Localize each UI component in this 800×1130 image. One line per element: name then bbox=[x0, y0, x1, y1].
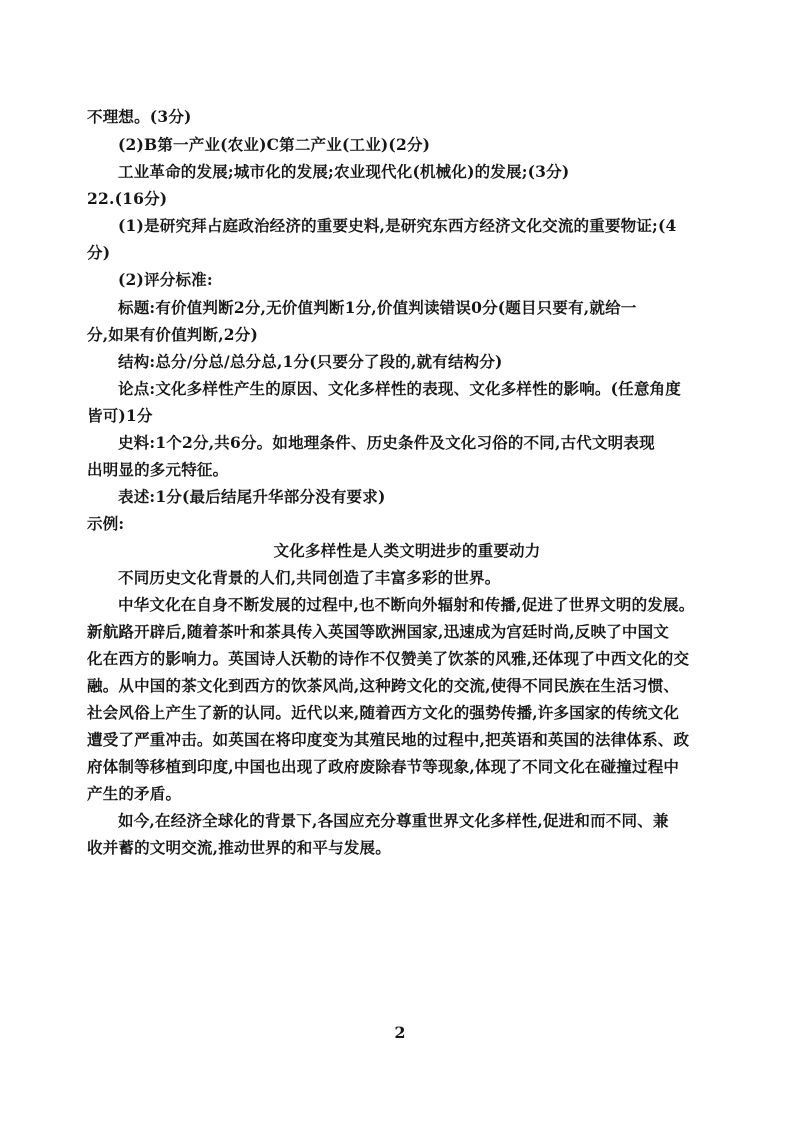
text-line: 皆可)1分 bbox=[87, 406, 153, 425]
text-line: 产生的矛盾。 bbox=[87, 784, 182, 803]
text-line: (1)是研究拜占庭政治经济的重要史料,是研究东西方经济文化交流的重要物证;(4 bbox=[118, 216, 677, 235]
text-line: 史料:1个2分,共6分。如地理条件、历史条件及文化习俗的不同,古代文明表现 bbox=[118, 433, 655, 452]
text-line: 新航路开辟后,随着茶叶和茶具传入英国等欧洲国家,迅速成为宫廷时尚,反映了中国文 bbox=[87, 622, 669, 641]
question-number: 22.(16分) bbox=[87, 189, 168, 208]
page-number: 2 bbox=[394, 1023, 406, 1042]
text-line: 论点:文化多样性产生的原因、文化多样性的表现、文化多样性的影响。(任意角度 bbox=[118, 379, 681, 398]
text-line: 中华文化在自身不断发展的过程中,也不断向外辐射和传播,促进了世界文明的发展。 bbox=[118, 595, 695, 614]
text-line: 分,如果有价值判断,2分) bbox=[87, 325, 259, 344]
text-line: 示例: bbox=[87, 514, 125, 533]
text-line: 工业革命的发展;城市化的发展;农业现代化(机械化)的发展;(3分) bbox=[118, 162, 570, 181]
text-line: 标题:有价值判断2分,无价值判断1分,价值判读错误0分(题目只要有,就给一 bbox=[118, 298, 637, 317]
text-line: 结构:总分/分总/总分总,1分(只要分了段的,就有结构分) bbox=[118, 352, 503, 371]
essay-title: 文化多样性是人类文明进步的重要动力 bbox=[273, 541, 541, 560]
text-line: 化在西方的影响力。英国诗人沃勒的诗作不仅赞美了饮茶的风雅,还体现了中西文化的交 bbox=[87, 649, 690, 668]
text-line: 府体制等移植到印度,中国也出现了政府废除春节等现象,体现了不同文化在碰撞过程中 bbox=[87, 757, 680, 776]
text-line: 遭受了严重冲击。如英国在将印度变为其殖民地的过程中,把英语和英国的法律体系、政 bbox=[87, 730, 690, 749]
text-line: 分) bbox=[87, 243, 111, 262]
text-line: 不同历史文化背景的人们,共同创造了丰富多彩的世界。 bbox=[118, 568, 501, 587]
text-line: 收并蓄的文明交流,推动世界的和平与发展。 bbox=[87, 838, 391, 857]
text-line: 出明显的多元特征。 bbox=[87, 460, 229, 479]
text-line: 社会风俗上产生了新的认同。近代以来,随着西方文化的强势传播,许多国家的传统文化 bbox=[87, 703, 680, 722]
text-line: 表述:1分(最后结尾升华部分没有要求) bbox=[118, 487, 386, 506]
text-line: 如今,在经济全球化的背景下,各国应充分尊重世界文化多样性,促进和而不同、兼 bbox=[118, 811, 669, 830]
text-line: (2)评分标准: bbox=[118, 270, 213, 289]
text-line: 不理想。(3分) bbox=[87, 107, 192, 126]
text-line: 融。从中国的茶文化到西方的饮茶风尚,这种跨文化的交流,使得不同民族在生活习惯、 bbox=[87, 676, 680, 695]
text-line: (2)B第一产业(农业)C第二产业(工业)(2分) bbox=[118, 135, 431, 154]
